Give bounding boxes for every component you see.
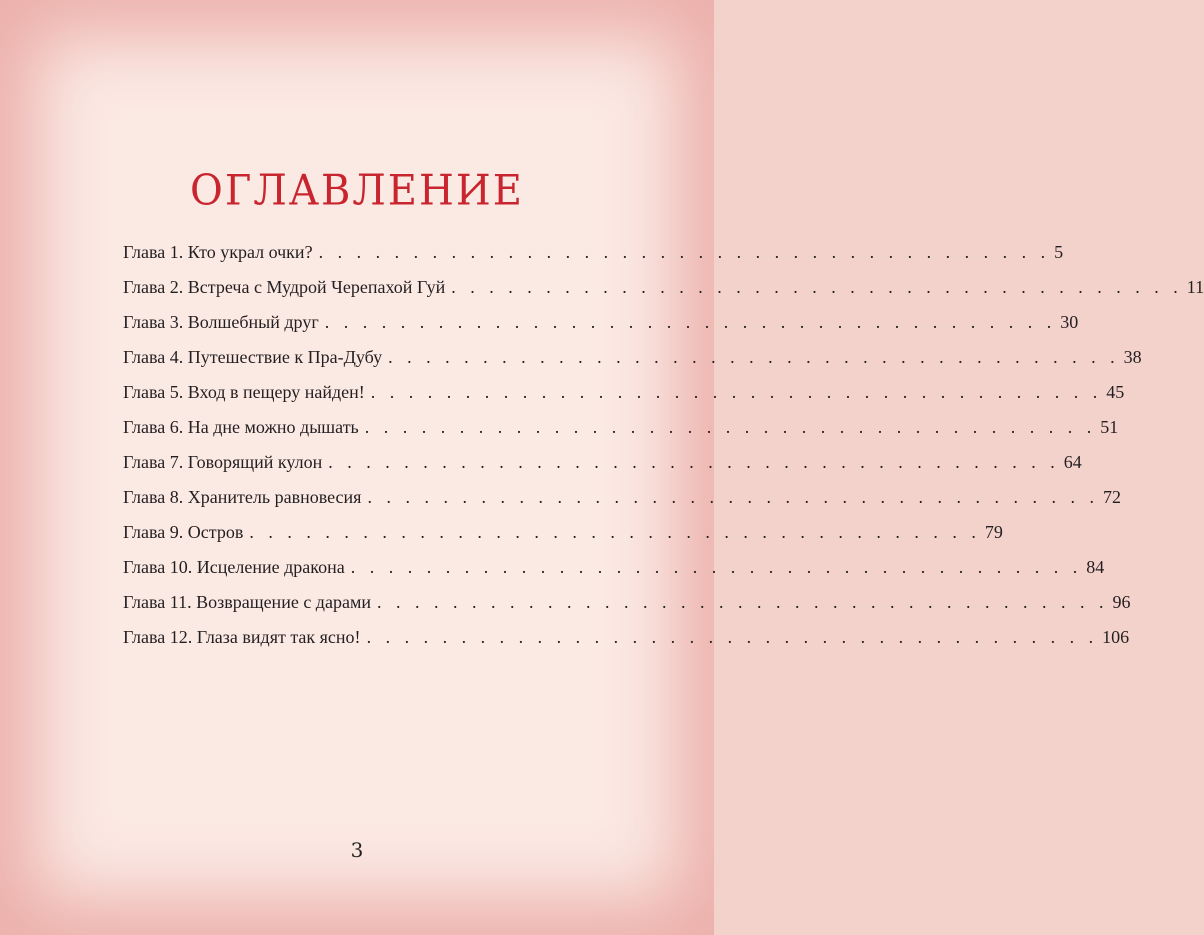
toc-leader-dots: . . . . . . . . . . . . . . . . . . . . . . . . . . . . . . . . . . . . . . . bbox=[376, 592, 1109, 612]
toc-entry bbox=[123, 522, 1003, 557]
toc-entry-page: 106 bbox=[1102, 627, 1130, 647]
toc-leader-dots: . . . . . . . . . . . . . . . . . . . . . . . . . . . . . . . . . . . . . . . bbox=[388, 347, 1120, 367]
toc-entry bbox=[123, 592, 1131, 627]
toc-entry bbox=[123, 452, 1082, 487]
toc-leader-dots: . . . . . . . . . . . . . . . . . . . . . . . . . . . . . . . . . . . . . . . bbox=[367, 487, 1099, 507]
toc-entry-label: Глава 9. Остров bbox=[123, 522, 244, 542]
page-title: ОГЛАВЛЕНИЕ bbox=[190, 166, 524, 216]
toc-leader-dots: . . . . . . . . . . . . . . . . . . . . . . . . . . . . . . . . . . . . . . . bbox=[364, 417, 1097, 437]
toc-entry-label: Глава 6. На дне можно дышать bbox=[123, 417, 359, 437]
toc-entry-label: Глава 8. Хранитель равновесия bbox=[123, 487, 362, 507]
toc-entry bbox=[123, 487, 1121, 522]
toc-entry-page: 64 bbox=[1063, 452, 1082, 472]
toc-entry-label: Глава 1. Кто украл очки? bbox=[123, 242, 313, 262]
toc-entry-label: Глава 3. Волшебный друг bbox=[123, 312, 319, 332]
toc-entry-label: Глава 7. Говорящий кулон bbox=[123, 452, 323, 472]
toc-entry-page: 5 bbox=[1054, 242, 1064, 262]
toc-leader-dots: . . . . . . . . . . . . . . . . . . . . . . . . . . . . . . . . . . . . . . . bbox=[350, 557, 1083, 577]
toc-entry-page: 38 bbox=[1123, 347, 1142, 367]
toc-entry-page: 72 bbox=[1102, 487, 1121, 507]
toc-entry-label: Глава 11. Возвращение с дарами bbox=[123, 592, 371, 612]
toc-entry-page: 11 bbox=[1186, 277, 1204, 297]
toc-entry bbox=[123, 242, 1064, 277]
table-of-contents bbox=[123, 242, 1204, 662]
toc-entry bbox=[123, 277, 1204, 312]
toc-entry-page: 51 bbox=[1100, 417, 1119, 437]
toc-entry-label: Глава 2. Встреча с Мудрой Черепахой Гуй bbox=[123, 277, 446, 297]
toc-leader-dots: . . . . . . . . . . . . . . . . . . . . . . . . . . . . . . . . . . . . . . . bbox=[249, 522, 981, 542]
page-number: 3 bbox=[350, 838, 364, 862]
toc-entry bbox=[123, 557, 1105, 592]
toc-entry-page: 30 bbox=[1060, 312, 1079, 332]
toc-leader-dots: . . . . . . . . . . . . . . . . . . . . . . . . . . . . . . . . . . . . . . . bbox=[370, 382, 1103, 402]
toc-entry-page: 79 bbox=[984, 522, 1003, 542]
toc-entry-label: Глава 4. Путешествие к Пра-Дубу bbox=[123, 347, 383, 367]
toc-entry bbox=[123, 347, 1142, 382]
toc-entry bbox=[123, 382, 1125, 417]
toc-entry-label: Глава 5. Вход в пещеру найден! bbox=[123, 382, 365, 402]
toc-entry-label: Глава 12. Глаза видят так ясно! bbox=[123, 627, 361, 647]
toc-entry-page: 96 bbox=[1112, 592, 1131, 612]
toc-entry-label: Глава 10. Исцеление дракона bbox=[123, 557, 345, 577]
toc-entry bbox=[123, 312, 1079, 347]
toc-leader-dots: . . . . . . . . . . . . . . . . . . . . . . . . . . . . . . . . . . . . . . . bbox=[328, 452, 1060, 472]
toc-entry-page: 45 bbox=[1106, 382, 1125, 402]
toc-entry bbox=[123, 627, 1130, 662]
toc-leader-dots: . . . . . . . . . . . . . . . . . . . . . . . . . . . . . . . . . . . . . . . bbox=[318, 242, 1051, 262]
toc-entry-page: 84 bbox=[1086, 557, 1105, 577]
toc-leader-dots: . . . . . . . . . . . . . . . . . . . . . . . . . . . . . . . . . . . . . . . bbox=[451, 277, 1183, 297]
toc-leader-dots: . . . . . . . . . . . . . . . . . . . . . . . . . . . . . . . . . . . . . . . bbox=[324, 312, 1057, 332]
toc-entry bbox=[123, 417, 1119, 452]
toc-leader-dots: . . . . . . . . . . . . . . . . . . . . . . . . . . . . . . . . . . . . . . . bbox=[366, 627, 1099, 647]
